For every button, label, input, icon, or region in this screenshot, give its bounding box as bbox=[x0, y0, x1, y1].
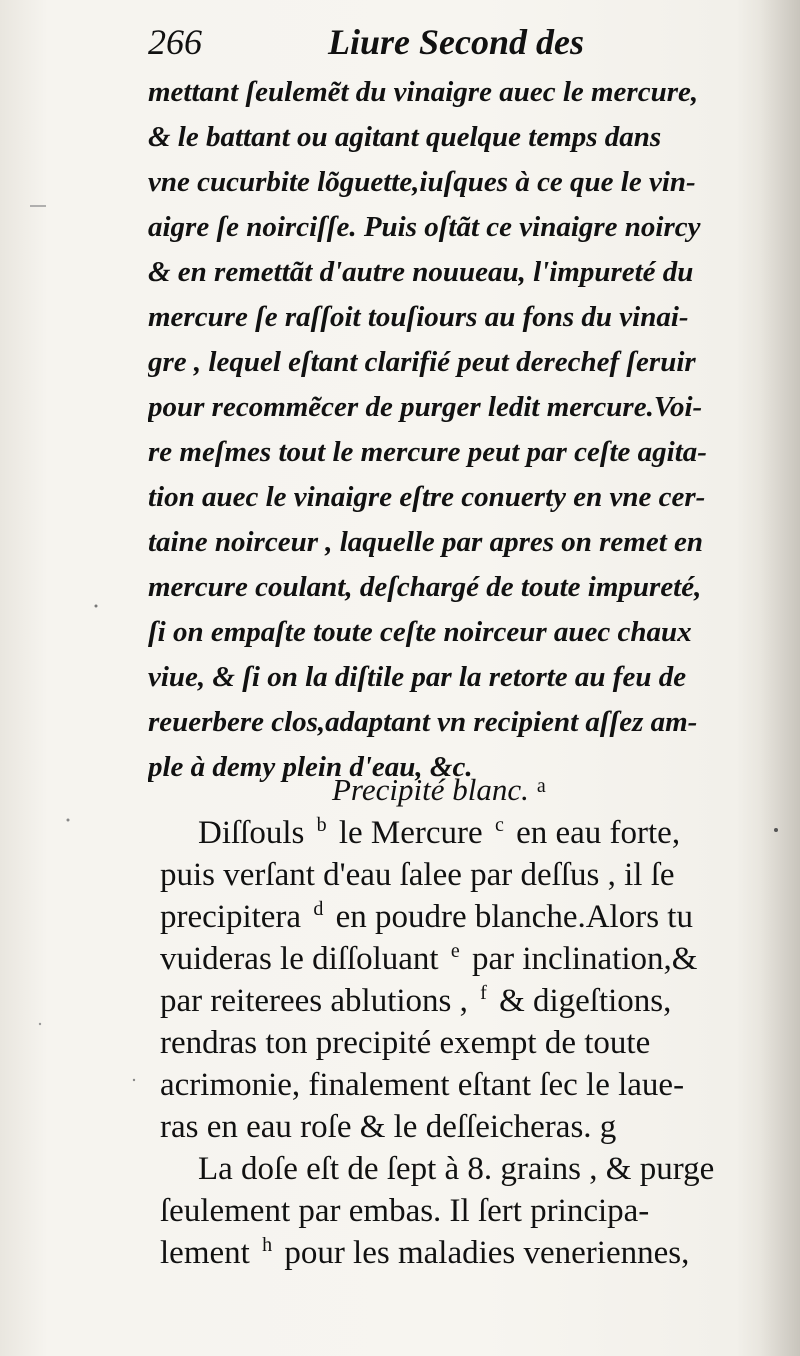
line-text: & digeſtions, bbox=[490, 983, 672, 1019]
text-line: aigre ſe noirciſſe. Puis oſtãt ce vinaigre noircy bbox=[148, 211, 701, 243]
gutter-shadow bbox=[760, 0, 800, 1356]
text-line: viue, & ſi on la diſtile par la retorte au feu de bbox=[148, 661, 687, 693]
note-marker: a bbox=[536, 775, 546, 797]
text-line: mercure ſe raſſoit touſiours au fons du vinai- bbox=[148, 301, 689, 333]
section-title: Precipité blanc. bbox=[332, 772, 529, 807]
note-marker: c bbox=[494, 814, 504, 836]
text-line: re meſmes tout le mercure peut par ceſte agita- bbox=[148, 436, 707, 468]
line-text: precipitera bbox=[160, 899, 310, 935]
text-line: pour recommẽcer de purger ledit mercure.Voi- bbox=[148, 391, 703, 423]
running-head bbox=[148, 18, 748, 66]
text-line: reuerbere clos,adaptant vn recipient aſſez am- bbox=[148, 706, 698, 738]
text-line bbox=[160, 1232, 750, 1274]
text-line: vne cucurbite lõguette,iuſques à ce que le vin- bbox=[148, 166, 696, 198]
note-marker: d bbox=[313, 898, 324, 920]
text-line: ple à demy plein d'eau, &c. bbox=[148, 751, 473, 783]
line-text: acrimonie, finalement eſtant ſec le laue- bbox=[160, 1067, 685, 1103]
text-line bbox=[160, 1106, 750, 1148]
line-text: en poudre blanche.Alors tu bbox=[327, 899, 693, 935]
text-line bbox=[160, 1148, 750, 1190]
page-number: 266 bbox=[148, 22, 202, 62]
note-marker: f bbox=[480, 982, 487, 1004]
text-line: mettant ſeulemẽt du vinaigre auec le mercure, bbox=[148, 76, 699, 108]
line-text: Diſſouls bbox=[198, 815, 313, 851]
line-text: le Mercure bbox=[330, 815, 491, 851]
line-text: ſeulement par embas. Il ſert principa- bbox=[160, 1193, 650, 1229]
note-marker: h bbox=[262, 1234, 273, 1256]
text-line bbox=[160, 1190, 750, 1232]
line-text: La doſe eſt de ſept à 8. grains , & purge bbox=[198, 1151, 715, 1187]
text-line bbox=[160, 938, 750, 980]
roman-paragraph bbox=[160, 812, 750, 1274]
italic-paragraph bbox=[148, 70, 748, 790]
text-line: gre , lequel eſtant clarifié peut derechef ſeruir bbox=[148, 346, 696, 378]
text-line: & en remettãt d'autre nouueau, l'impureté du bbox=[148, 256, 694, 288]
text-line: ſi on empaſte toute ceſte noirceur auec chaux bbox=[148, 616, 692, 648]
line-text: par reiterees ablutions , bbox=[160, 983, 477, 1019]
running-title: Liure Second des bbox=[328, 22, 584, 62]
line-text: par inclination,& bbox=[463, 941, 698, 977]
text-line: mercure coulant, deſchargé de toute impureté, bbox=[148, 571, 702, 603]
text-line bbox=[160, 896, 750, 938]
note-marker: e bbox=[450, 940, 460, 962]
line-text: ras en eau roſe & le deſſeicheras. g bbox=[160, 1109, 617, 1145]
text-line bbox=[160, 1064, 750, 1106]
note-marker: b bbox=[316, 814, 327, 836]
text-line bbox=[160, 1022, 750, 1064]
line-text: puis verſant d'eau ſalee par deſſus , il ſe bbox=[160, 857, 675, 893]
section-heading bbox=[332, 770, 732, 814]
line-text: vuideras le diſſoluant bbox=[160, 941, 447, 977]
text-line bbox=[160, 812, 750, 854]
text-line bbox=[160, 980, 750, 1022]
line-text: rendras ton precipité exempt de toute bbox=[160, 1025, 651, 1061]
text-line: taine noirceur , laquelle par apres on remet en bbox=[148, 526, 704, 558]
text-line bbox=[160, 854, 750, 896]
line-text: en eau forte, bbox=[507, 815, 681, 851]
text-line: & le battant ou agitant quelque temps dans bbox=[148, 121, 662, 153]
line-text: pour les maladies veneriennes, bbox=[276, 1235, 690, 1271]
text-line: tion auec le vinaigre eſtre conuerty en vne cer- bbox=[148, 481, 706, 513]
line-text: lement bbox=[160, 1235, 259, 1271]
